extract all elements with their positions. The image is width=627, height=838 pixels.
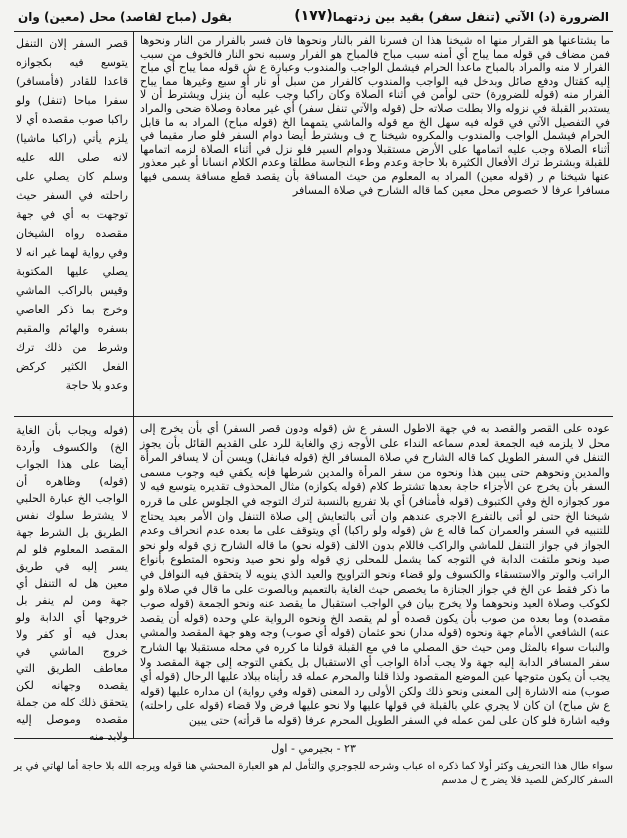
signature-line bbox=[14, 742, 613, 760]
header-left-text: بقول (مباح لقاصد) محل (معين) وان bbox=[18, 10, 233, 24]
footnote-text: سواء طال هذا التحريف وكثر أولا كما ذكره اه عباب وشرحه للجوجري والتأمل لم هو العبارة المحشي هنا قوله ويرجه الله بلا حاجة أما لهاتي في ير السفر كالركض للصيد فلا يضر ح ل مدسم bbox=[14, 761, 613, 786]
page-number: (١٧٧) bbox=[294, 8, 333, 24]
page-header bbox=[18, 10, 609, 30]
signature-mark: ٢٣ - بجيرمي - اول bbox=[271, 742, 356, 755]
header-rule bbox=[14, 31, 613, 32]
commentary-text-top: ما يشتاعنها هو القرار منها اه شيخنا هذا ان فسرنا الفر بالنار ونحوها فان فسر بالفرار من النار ونحوها فمن مضاف في قوله مما يباح أي أمنه سبب مباح فالمباح هو الفرار وسببه نحو النار فالخوف من سبب الفرار لا منه والمراد بالمباح ماعدا الحرام فيشمل الواجب والمندوب وعبارة ع ش قوله مما يباح أي مباح إليه كقتال ودفع صائل وبدخل فيه الواجب والمندوب كالفرار من سبل أو نار أو سبع وغيرها مما يباح الفرار منه (قوله للضرورة) حتى لوأمن في أثناء الصلاة وكان راكبا وجب عليه أن ينزل ويشترط أن لا يستدبر القبلة في نزوله والا بطلت صلاته حل (قوله والآتي تنفل سفر) أي غير معادة وصلاة ضحى والمراد في التفصيل الآتي في قوله فيه سهل الخ مع قوله والماشي يتمهما الخ (قوله مباح) المراد به ما قابل الحرام فيشمل الواجب والمندوب والمكروه شيخنا ح ف وبشترط أيضا دوام السفر فلو صار مقيما في أثناء الصلاة وجب عليه اتمامها على الأرض مستقبلا ودوام السير فلو نزل في أثناء الصلاة لزمه اتمامها للقبلة وبشترط ترك الأفعال الكثيرة بلا حاجة وعدم وطء النجاسة مطلقا وعدم الكلام انسانا أو غير معذور عنها شيخنا م ر (قوله معين) المراد به المعلوم من حيث المسافة بأن يقصد قطع مسافة يسمى فيها مسافرا عرفا لا خصوص محل معين كما قاله الشارح في صلاة المسافر bbox=[140, 34, 610, 197]
matn-text-top: قصر السفر إلان التنفل يتوسع فيه بكجوازه قاعدا للقادر (فأمسافر) سفرا مباحا (تنفل) ولو راكبا صوب مقصده أي لا يلزم يأتي (راكبا ماشيا) لانه صلى الله عليه وسلم كان يصلي على راحلته في السفر حيث توجهت به أي في جهة مقصده رواه الشيخان وفي رواية لهما غير انه لا يصلي عليها المكتوبة وقيس بالراكب الماشي وخرج بما ذكر العاصي بسفره والهائم والمقيم وشرط من ذلك ترك الفعل الكثير كركض وعدو بلا حاجة bbox=[16, 37, 128, 392]
commentary-text-bottom: عوده على القصر والقصد به في جهة الاطول السفر ع ش (قوله ودون قصر السفر) أي بأن يخرج إلى محل لا يلزمه فيه الجمعة لعدم سماعه النداء على الأوجه زي والغاية للرد على القديم القائل بأن يجوز التنفل في السفر الطويل كما قاله الشارح في صلاة المسافر الخ (قوله فبانفل) ويسن أن لا يسافر المرأة والمدين ونحوهم حتى يبين هذا ونحوه من سفر المرأة والمدين شرطها فإنه يكفي فيه وجوب مسمى السفر بأن يخرج عن الأجزاء حاجة بعدها تشترط كلام (قوله يكوازه) مثال المحذوف تقديره يتوسع فيه لا مور كجوازه الخ وفي الكتبوف (قوله فأمنافر) أي بلا تفريع بالنسبة لترك التوجه في الجلوس على ما قرره شيخنا الخ حتى لو أتى بالتفرع الاجرى عندهم وان أتى بالتعايش إلى صلاة التنفل وان الأمر بعيد يحتاج للتنبيه في السفر والعمران كما قاله ع ش (قوله ولو راكبا) أي ويتوقف على ما بعده عدم انحراف وعدم الجواز في جواز التنفل للماشي والراكب فاللام بدون الالف (قوله نحو) ما قاله الشارح زي قوله ولو نحو صيد ونحو ملتفت الدابة في التوجه كما يشمل للمحلى زي قوله ولو نحو صيد ونحوه المتطوع بأنواع الراتب والوتر والاستسقاء والكسوف ولو قضاء ونحو التراويح والعيد الذي ينويه لا يتحقق فيه النوافل في ما ذكر فقط عن الخ في جواز الجنازة ما يخصص حيث الغاية بالتعميم وبالصوت على ما قال في صلاة ولو لكوكب وصلاة العيد ونحوهما ولا يخرج بيان في الواجب استقبال ما يقصد عنه ونحو الجمعة (قوله صوب مقصده) وما بعده من صوب بأن يكون قصده أو لم يقصد الخ ونحوه الرواية علي وحده (قوله أن يقصد عنه) الشافعي الأمام جهة ونحوه (قوله مدار) نحو عثمان (قوله أي صوب) وجه وهو جهة المقصد والمشي والنبات سواء بالمثل ومن حيث حق المصلي ما في مع القبلة قولنا ما كرره في محله مستقبلا بها الشارح سفر المسافر الدابة إليه جهة ولا يجب أداة الواجب أي الاستقبال بل يكفي التوجه إلى جهة المقصد ولا يجب أن يكون متوجها عين الموضع المقصود ولذا قلنا والمحرم عمله قد رأيناه ببلاد عليها الرحال (قوله أي صوب) منه الاشارة إلى المعنى ونحو ذلك ولكن الأولى رد المعنى (قوله وفي رواية) ان مداره عليها (قوله ع ش مباح) ان كان لا يجري علي بالقبلة في قولها عليها ولا نحو عليها فرض ولا قضاء (قوله على راحلته) وفيه اشارة فلو كان على لمن عمله في السفر الطويل المحرم عرفا (قوله ما قرأته) حتى يبين bbox=[140, 422, 610, 727]
margin-notes-text: (فوله ويجاب بأن الغاية الخ) والكسوف وأردة أيضا على هذا الجواب (قوله) وظاهره أن الواجب الخ عبارة الحلبي لا يشترط سلوك نفس الطريق بل الشرط جهة المقصد المعلوم فلو لم يسر إليه في طريق معين هل له التنفل أي جهة ومن لم ينفر بل خروجها أي الدابة ولو بعدل فيه أو كفر ولا خروج الماشي في معاطف الطريق التي يقصده وجهانه لكن يتحقق ذلك كله من جملة مقصده وموصل إليه ولابد منه bbox=[16, 424, 128, 743]
header-right-text: الضرورة (د) الآتي (تنفل سفر) بقيد بين زدتهما bbox=[332, 10, 609, 24]
section-rule bbox=[14, 416, 613, 417]
column-separator bbox=[133, 32, 134, 738]
